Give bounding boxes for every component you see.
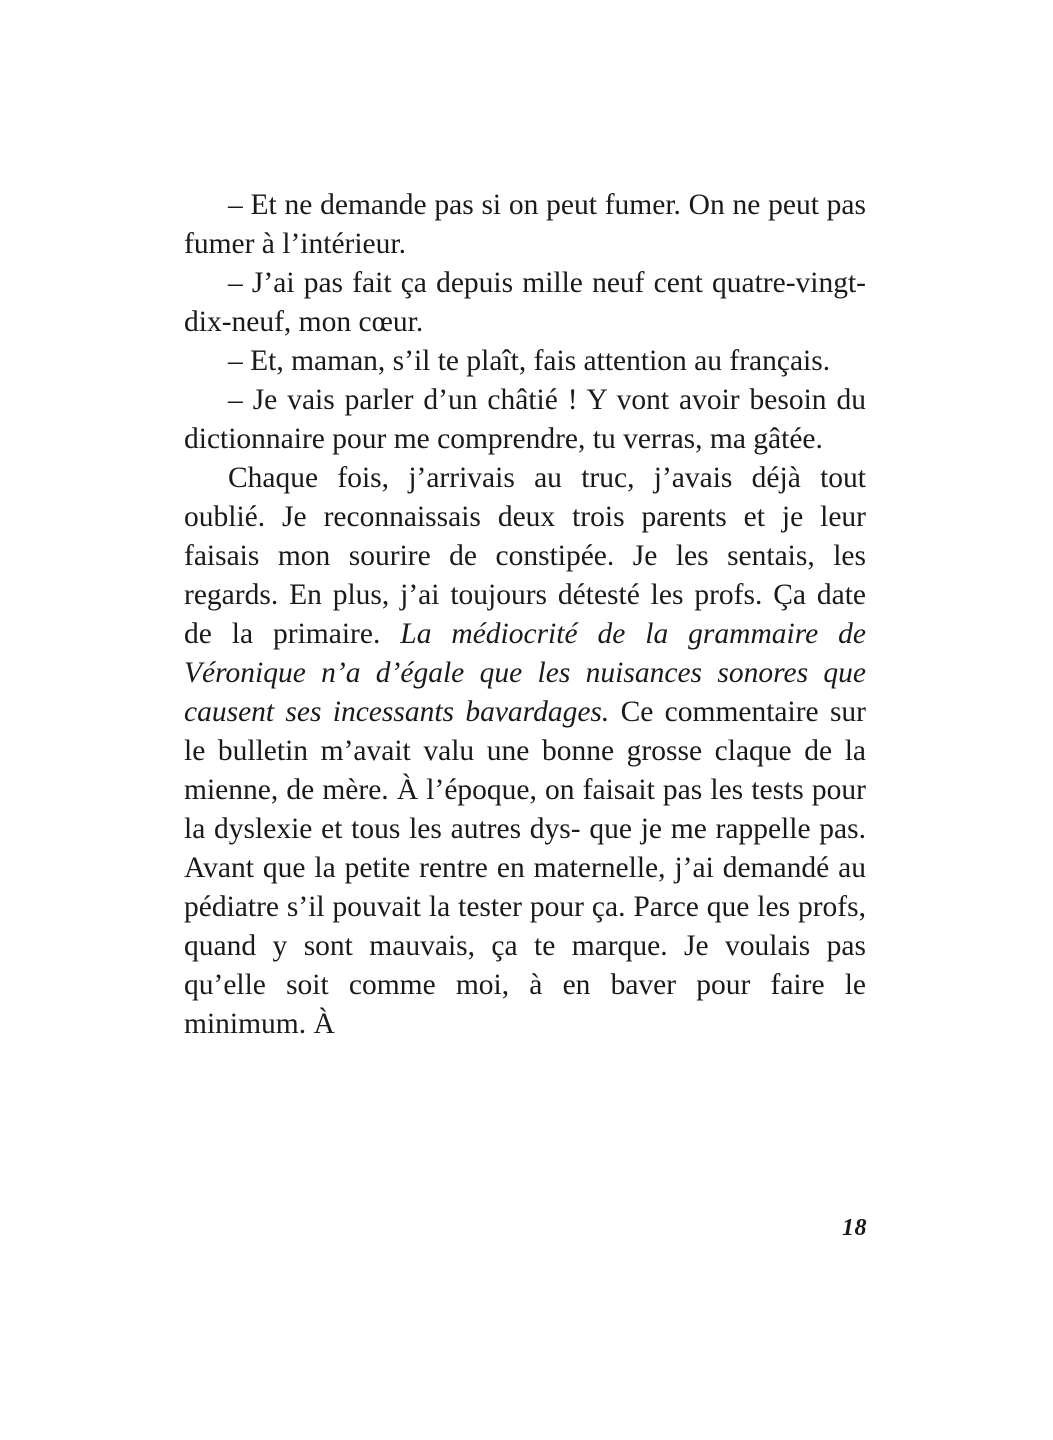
italic-report-card-comment: La médiocrité de la grammaire de Véronique n’a d’égale que les nuisances sonores que causent ses incessants bavardages.	[184, 618, 866, 728]
page-number: 18	[842, 1215, 867, 1241]
page-text-block	[184, 186, 866, 1044]
dialogue-paragraph-4: – Je vais parler d’un châtié ! Y vont avoir besoin du dictionnaire pour me comprendre, tu verras, ma gâtée.	[184, 384, 866, 455]
dialogue-paragraph-1: – Et ne demande pas si on peut fumer. On ne peut pas fumer à l’intérieur.	[184, 189, 866, 260]
narrative-run-after-italic: Ce commentaire sur le bulletin m’avait valu une bonne grosse claque de la mienne, de mère. À l’époque, on faisait pas les tests pour la dyslexie et tous les autres dys- que je me rappelle pas. Avant que la petite rentre en maternelle, j’ai demandé au pédiatre s’il pouvait la tester pour ça. Parce que les profs, quand y sont mauvais, ça te marque. Je voulais pas qu’elle soit comme moi, à en baver pour faire le minimum. À	[184, 696, 866, 1040]
dialogue-paragraph-3: – Et, maman, s’il te plaît, fais attention au français.	[228, 345, 831, 377]
narrative-run-before-italic: Chaque fois, j’arrivais au truc, j’avais déjà tout oublié. Je reconnaissais deux trois parents et je leur faisais mon sourire de constipée. Je les sentais, les regards. En plus, j’ai toujours détesté les profs. Ça date de la primaire.	[184, 462, 866, 650]
dialogue-paragraph-2: – J’ai pas fait ça depuis mille neuf cent quatre-vingt-dix-neuf, mon cœur.	[184, 267, 866, 338]
narrative-paragraph-5	[184, 459, 866, 1044]
